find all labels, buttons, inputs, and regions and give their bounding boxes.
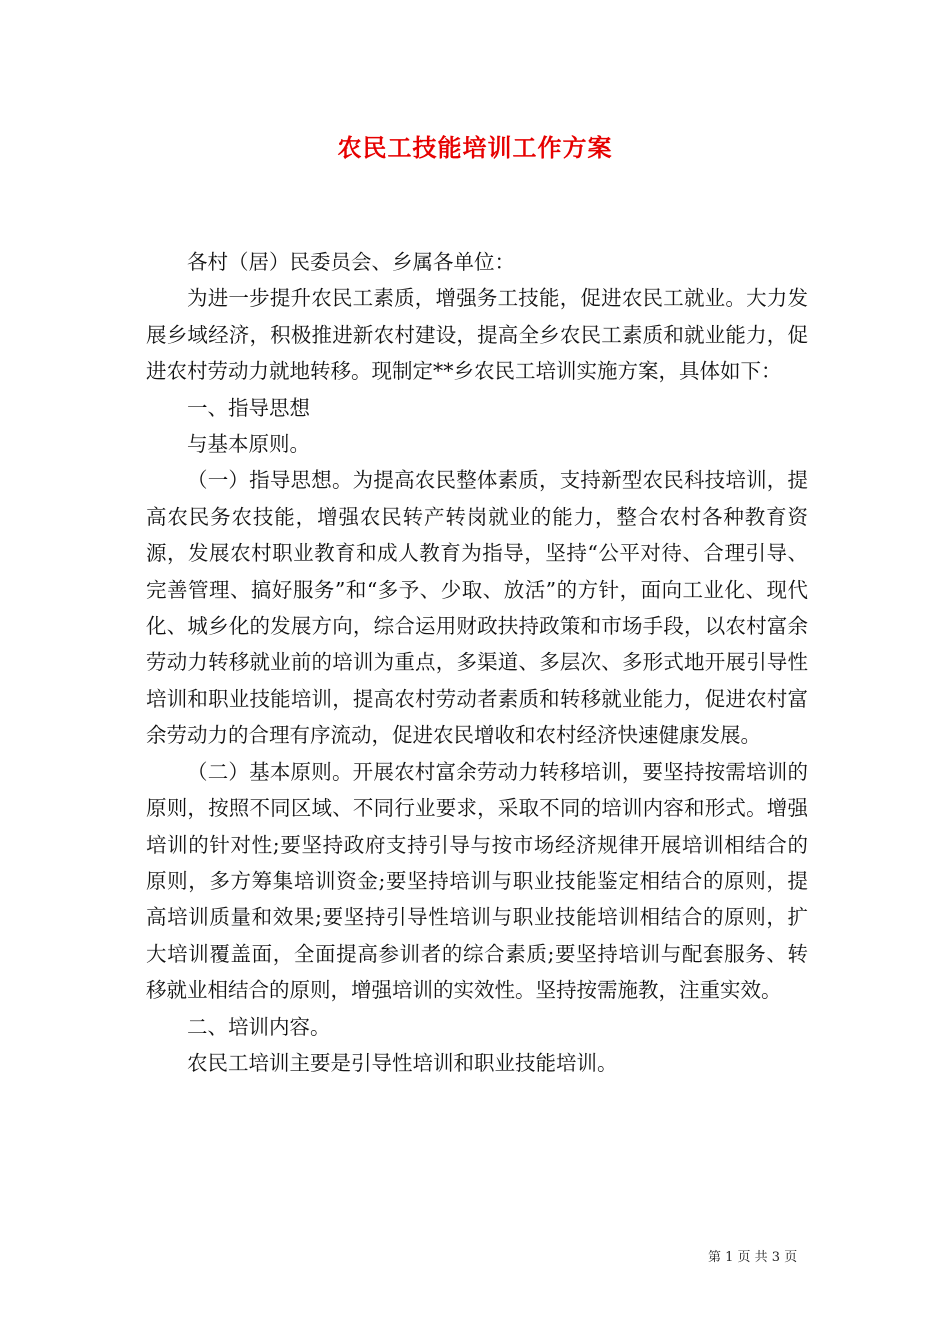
section-heading-guiding-ideology: 一、指导思想: [187, 395, 310, 420]
basic-principles-paragraph: （二）基本原则。开展农村富余劳动力转移培训，要坚持按需培训的原则，按照不同区域、不同行业要求，采取不同的培训内容和形式。增强培训的针对性;要坚持政府支持引导与按市场经济规律开展培训相结合的原则，多方筹集培训资金;要坚持培训与职业技能鉴定相结合的原则，提高培训质量和效果;要坚持引导性培训与职业技能培训相结合的原则，扩大培训覆盖面，全面提高参训者的综合素质;要坚持培训与配套服务、转移就业相结合的原则，增强培训的实效性。坚持按需施教，注重实效。: [146, 759, 808, 1003]
training-content-paragraph: 农民工培训主要是引导性培训和职业技能培训。: [187, 1050, 618, 1075]
page-number-footer: 第 1 页 共 3 页: [708, 1250, 798, 1265]
section-heading-continuation: 与基本原则。: [187, 432, 310, 457]
section-heading-training-content: 二、培训内容。: [187, 1014, 331, 1039]
salutation-paragraph: 各村（居）民委员会、乡属各单位：: [187, 250, 515, 274]
document-body: [146, 244, 808, 1081]
intro-paragraph: 为进一步提升农民工素质，增强务工技能，促进农民工就业。大力发展乡域经济，积极推进新农村建设，提高全乡农民工素质和就业能力，促进农村劳动力就地转移。现制定**乡农民工培训实施方案，具体如下：: [146, 286, 808, 384]
document-title: 农民工技能培训工作方案: [337, 133, 613, 162]
guiding-ideology-paragraph: （一）指导思想。为提高农民整体素质，支持新型农民科技培训，提高农民务农技能，增强农民转产转岗就业的能力，整合农村各种教育资源，发展农村职业教育和成人教育为指导，坚持“公平对待、合理引导、完善管理、搞好服务”和“多予、少取、放活”的方针，面向工业化、现代化、城乡化的发展方向，综合运用财政扶持政策和市场手段，以农村富余劳动力转移就业前的培训为重点，多渠道、多层次、多形式地开展引导性培训和职业技能培训，提高农村劳动者素质和转移就业能力，促进农村富余劳动力的合理有序流动，促进农民增收和农村经济快速健康发展。: [146, 468, 808, 748]
